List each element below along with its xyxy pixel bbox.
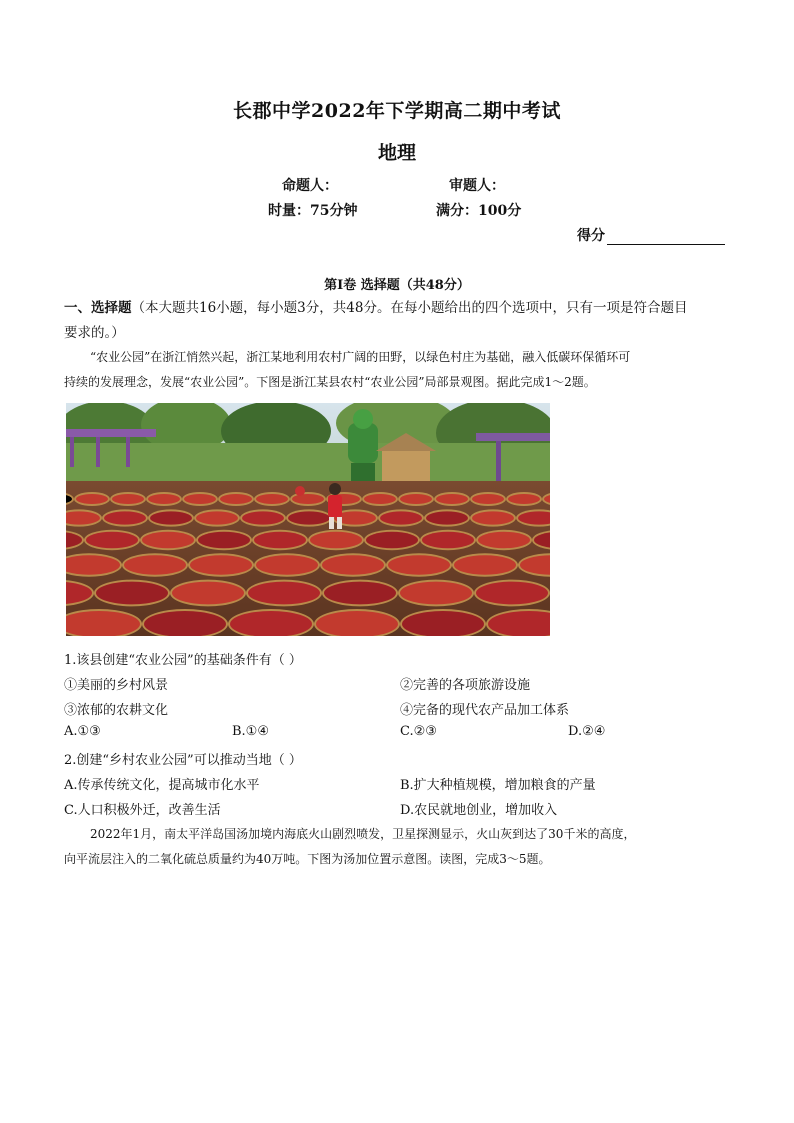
q1-statement-1: ①美丽的乡村风景: [64, 678, 169, 693]
tray-content: [364, 494, 396, 504]
score-field[interactable]: [577, 225, 725, 245]
instruction-line1: （本大题共16小题，每小题3分，共48分。在每小题给出的四个选项中，只有一项是符合题目: [131, 300, 688, 316]
tray-content: [230, 611, 312, 636]
tray-content: [142, 532, 194, 548]
tray-content: [220, 494, 252, 504]
instruction-bold: 一、选择题: [64, 300, 132, 316]
q1-choice-c[interactable]: C.②③: [400, 724, 437, 739]
q1-statement-4: ④完备的现代农产品加工体系: [400, 703, 570, 718]
tray-content: [288, 511, 330, 524]
q1-choice-a[interactable]: A.①③: [64, 724, 101, 739]
tray-content: [316, 611, 398, 636]
tray-content: [104, 511, 146, 524]
material-1: [64, 345, 744, 395]
material-2-line2: 向平流层注入的二氧化硫总质量约为40万吨。下图为汤加位置示意图。读图，完成3～5题。: [64, 852, 551, 866]
tray-content: [86, 532, 138, 548]
tray-content: [426, 511, 468, 524]
tray-content: [112, 494, 144, 504]
q1-statement-3: ③浓郁的农耕文化: [64, 703, 169, 718]
reviewer-label: 审题人：: [449, 178, 505, 194]
tray-content: [508, 494, 540, 504]
tray-content: [256, 494, 288, 504]
tray-content: [476, 582, 548, 605]
tray-content: [324, 582, 396, 605]
question-1-stem: 1.该县创建“农业公园”的基础条件有（ ）: [64, 653, 302, 668]
q2-choice-a[interactable]: A.传承传统文化，提高城市化水平: [64, 778, 260, 793]
agricultural-park-image: [66, 403, 550, 636]
exam-title: 长郡中学2022年下学期高二期中考试: [233, 100, 561, 122]
tray-content: [76, 494, 108, 504]
tray-content: [248, 582, 320, 605]
tray-content: [454, 555, 516, 575]
section-instruction: [64, 296, 744, 346]
tray-content: [254, 532, 306, 548]
q2-choice-d[interactable]: D.农民就地创业，增加收入: [400, 803, 558, 818]
tray-content: [380, 511, 422, 524]
tray-content: [388, 555, 450, 575]
material-2-line1: 2022年1月，南太平洋岛国汤加境内海底火山剧烈喷发，卫星探测显示，火山灰到达了30千米的高度，: [90, 827, 636, 841]
tray-content: [124, 555, 186, 575]
tray-content: [150, 511, 192, 524]
tray-content: [436, 494, 468, 504]
tray-content: [322, 555, 384, 575]
tray-content: [478, 532, 530, 548]
subject-title: 地理: [377, 142, 416, 164]
q2-choice-c[interactable]: C.人口积极外迁，改善生活: [64, 803, 221, 818]
tray-content: [422, 532, 474, 548]
q2-choice-b[interactable]: B.扩大种植规模，增加粮食的产量: [400, 778, 596, 793]
score-blank[interactable]: [607, 230, 725, 245]
tray-content: [190, 555, 252, 575]
tray-content: [144, 611, 226, 636]
instruction-line2: 要求的。）: [64, 325, 125, 341]
question-2-stem: 2.创建“乡村农业公园”可以推动当地（ ）: [64, 753, 302, 768]
q1-statement-2: ②完善的各项旅游设施: [400, 678, 531, 693]
tray-content: [196, 511, 238, 524]
tray-content: [184, 494, 216, 504]
tray-content: [310, 532, 362, 548]
material-1-line1: “农业公园”在浙江悄然兴起，浙江某地利用农村广阔的田野，以绿色村庄为基础，融入低碳环保循环可: [90, 350, 631, 364]
tray-content: [96, 582, 168, 605]
tray-content: [366, 532, 418, 548]
author-label: 命题人：: [282, 178, 338, 194]
tray-content: [172, 582, 244, 605]
tray-content: [242, 511, 284, 524]
agricultural-park-photo: [66, 403, 550, 636]
tray-content: [148, 494, 180, 504]
tray-content: [198, 532, 250, 548]
full-score-label: 满分：100分: [436, 203, 522, 219]
time-label: 时量：75分钟: [268, 203, 358, 219]
tray-content: [292, 494, 324, 504]
tray-content: [402, 611, 484, 636]
tray-content: [400, 582, 472, 605]
q1-choice-d[interactable]: D.②④: [568, 724, 606, 739]
tray-content: [400, 494, 432, 504]
tray-content: [472, 494, 504, 504]
material-1-line2: 持续的发展理念，发展“农业公园”。下图是浙江某县农村“农业公园”局部景观图。据此完成1～2题。: [64, 375, 596, 389]
tray-content: [472, 511, 514, 524]
score-label: 得分: [577, 228, 605, 244]
material-2: [64, 822, 744, 872]
tray-content: [256, 555, 318, 575]
q1-choice-b[interactable]: B.①④: [232, 724, 269, 739]
section-title: 第Ⅰ卷 选择题（共48分）: [324, 278, 470, 293]
